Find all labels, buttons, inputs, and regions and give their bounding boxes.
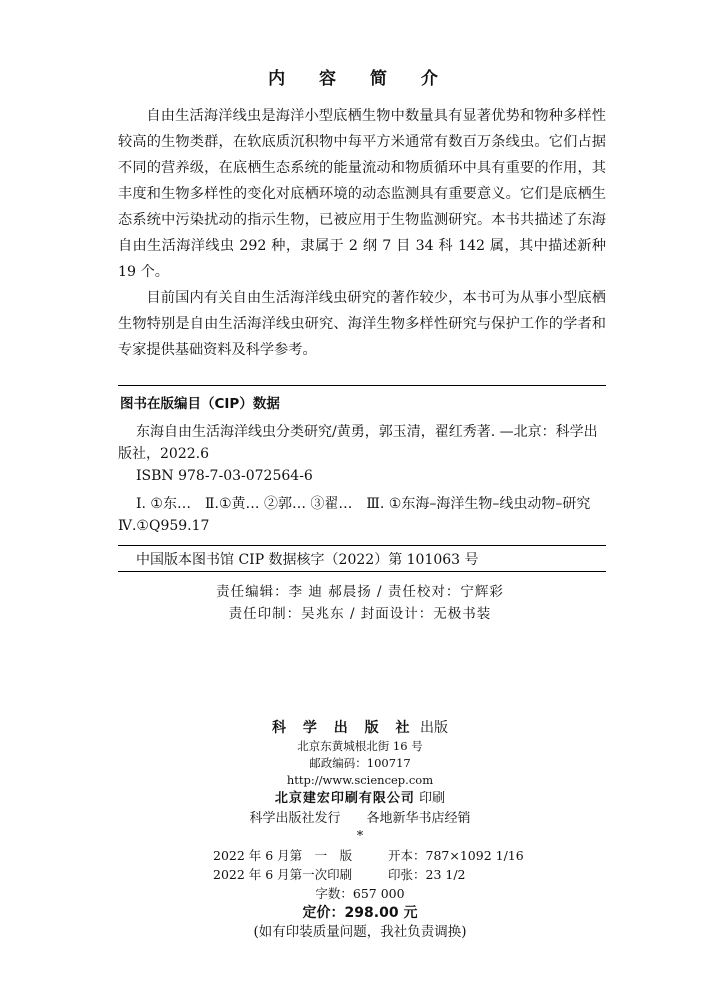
price: 定价：298.00 元 — [302, 905, 418, 921]
cip-top-rule — [118, 385, 606, 386]
intro-section — [118, 103, 606, 363]
cip-block — [118, 393, 606, 568]
quality-notice: (如有印装质量问题，我社负责调换) — [253, 924, 467, 940]
printer-suffix: 印刷 — [419, 791, 446, 806]
separator-star: * — [356, 829, 364, 844]
intro-paragraph-2: 目前国内有关自由生活海洋线虫研究的著作较少，本书可为从事小型底栖生物特别是自由生活海洋线虫研究、海洋生物多样性研究与保护工作的学者和专家提供基础资料及科学参考。 — [118, 290, 606, 358]
cip-classification: Ⅰ. ①东… Ⅱ.①黄… ②郭… ③翟… Ⅲ. ①东海–海洋生物–线虫动物–研究 Ⅳ.①Q959.17 — [118, 496, 605, 534]
publisher-postcode: 邮政编码：100717 — [309, 756, 411, 770]
cip-cn-number: 中国版本图书馆 CIP 数据核字（2022）第 101063 号 — [136, 552, 479, 568]
cip-book-line: 东海自由生活海洋线虫分类研究/黄勇，郭玉清，翟红秀著. —北京：科学出版社，2022.6 — [118, 424, 598, 462]
print-sheets: 印张：23 1/2 — [388, 867, 466, 882]
credits-line-2: 责任印制：吴兆东 / 封面设计：无极书装 — [228, 606, 492, 622]
cip-heading: 图书在版编目（CIP）数据 — [120, 396, 280, 412]
publisher-block — [0, 718, 720, 844]
edition-date: 2022 年 6 月第 一 版 — [213, 848, 353, 863]
credits-line-1: 责任编辑：李 迪 郝晨扬 / 责任校对：宁辉彩 — [216, 584, 504, 600]
publisher-name: 科 学 出 版 社 — [272, 720, 416, 736]
format-size: 开本：787×1092 1/16 — [388, 848, 524, 863]
publisher-address: 北京东黄城根北街 16 号 — [297, 739, 423, 753]
word-count: 字数：657 000 — [315, 886, 405, 901]
intro-paragraph-1: 自由生活海洋线虫是海洋小型底栖生物中数量具有显著优势和物种多样性较高的生物类群，在软底质沉积物中每平方米通常有数百万条线虫。它们占据不同的营养级，在底栖生态系统的能量流动和物质循环中具有重要的作用，其丰度和生物多样性的变化对底栖环境的动态监测具有重要意义。它们是底栖生态系统中污染扰动的指示生物，已被应用于生物监测研究。本书共描述了东海自由生活海洋线虫 292 种，隶属于 2 纲 7 目 34 科 142 属，其中描述新种 19 个。 — [118, 108, 606, 280]
page-title: 内 容 简 介 — [268, 69, 452, 89]
cip-mid-rule — [118, 545, 606, 546]
distribution-line: 科学出版社发行 各地新华书店经销 — [249, 811, 471, 826]
publisher-url: http://www.sciencep.com — [286, 773, 434, 787]
cip-isbn: ISBN 978-7-03-072564-6 — [136, 468, 313, 484]
publisher-name-suffix: 出版 — [419, 720, 448, 736]
imprint-block — [0, 846, 720, 884]
cip-bottom-rule — [118, 571, 606, 572]
printing-date: 2022 年 6 月第一次印刷 — [213, 867, 353, 882]
printer-name: 北京建宏印刷有限公司 — [274, 791, 415, 806]
